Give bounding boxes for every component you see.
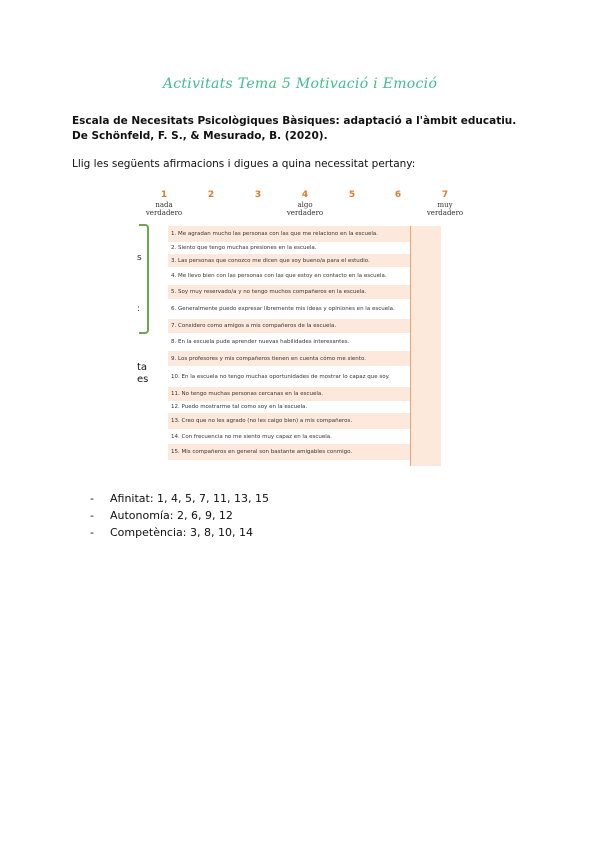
list-item: 8. En la escuela pude aprender nuevas habilidades interesantes. (171, 339, 350, 345)
scale-label-low: nada verdadero (145, 201, 183, 217)
list-item: 2. Siento que tengo muchas presiones en la escuela. (171, 245, 317, 251)
list-item: 3. Las personas que conozco me dicen que soy bueno/a para el estudio. (168, 254, 410, 267)
side-fragment: s (137, 253, 142, 263)
bullet-dash: - (90, 526, 94, 539)
scale-label-mid: algo verdadero (286, 201, 324, 217)
instruction-text: Llig les següents afirmacions i digues a quina necessitat pertany: (72, 158, 416, 170)
scale-number: 1 (160, 190, 168, 200)
reference-citation: Escala de Necesitats Psicològiques Bàsiques: adaptació a l'àmbit educatiu. De Schönfeld, F. S., & Mesurado, B. (2020). (72, 115, 517, 142)
scale-number: 4 (301, 190, 309, 200)
list-item: 6. Generalmente puedo expresar libremente mis ideas y opiniones en la escuela. (171, 306, 395, 312)
list-item: 9. Los profesores y mis compañeros tienen en cuenta cómo me siento. (168, 351, 410, 366)
scale-number: 7 (441, 190, 449, 200)
scale-items-list (168, 226, 410, 460)
list-item: 7. Considero como amigos a mis compañeros de la escuela. (168, 319, 410, 333)
answer-text: Afinitat: 1, 4, 5, 7, 11, 13, 15 (110, 492, 269, 505)
answer-text: Autonomía: 2, 6, 9, 12 (110, 509, 233, 522)
list-item: 4. Me llevo bien con las personas con las que estoy en contacto en la escuela. (171, 273, 387, 279)
scale-number: 6 (394, 190, 402, 200)
list-item: 12. Puedo mostrarme tal como soy en la escuela. (171, 404, 308, 410)
list-item: 10. En la escuela no tengo muchas oportunidades de mostrar lo capaz que soy. (171, 373, 390, 380)
scale-number: 3 (254, 190, 262, 200)
list-item: 13. Creo que no les agrado (no les caigo bien) a mis compañeros. (168, 413, 410, 429)
list-item: 5. Soy muy reservado/a y no tengo muchos compañeros en la escuela. (168, 285, 410, 299)
bullet-dash: - (90, 509, 94, 522)
document-title: Activitats Tema 5 Motivació i Emoció (162, 76, 438, 92)
answer-item (90, 490, 269, 507)
answer-column (410, 226, 441, 466)
rating-scale-header (140, 190, 470, 230)
group-bracket (139, 224, 149, 334)
answer-text: Competència: 3, 8, 10, 14 (110, 526, 253, 539)
bullet-dash: - (90, 492, 94, 505)
side-fragment: es (137, 374, 149, 385)
side-fragment: : (137, 304, 141, 314)
list-item: 1. Me agradan mucho las personas con las que me relaciono en la escuela. (168, 226, 410, 242)
answer-list (90, 490, 269, 541)
list-item: 15. Mis compañeros en general son bastante amigables conmigo. (168, 444, 410, 460)
list-item: 14. Con frecuencia no me siento muy capaz en la escuela. (171, 433, 332, 440)
scale-number: 5 (348, 190, 356, 200)
answer-item (90, 507, 269, 524)
side-fragment: ta (137, 362, 148, 373)
answer-item (90, 524, 269, 541)
scale-number: 2 (207, 190, 215, 200)
scale-label-high: muy verdadero (426, 201, 464, 217)
list-item: 11. No tengo muchas personas cercanas en la escuela. (168, 387, 410, 401)
